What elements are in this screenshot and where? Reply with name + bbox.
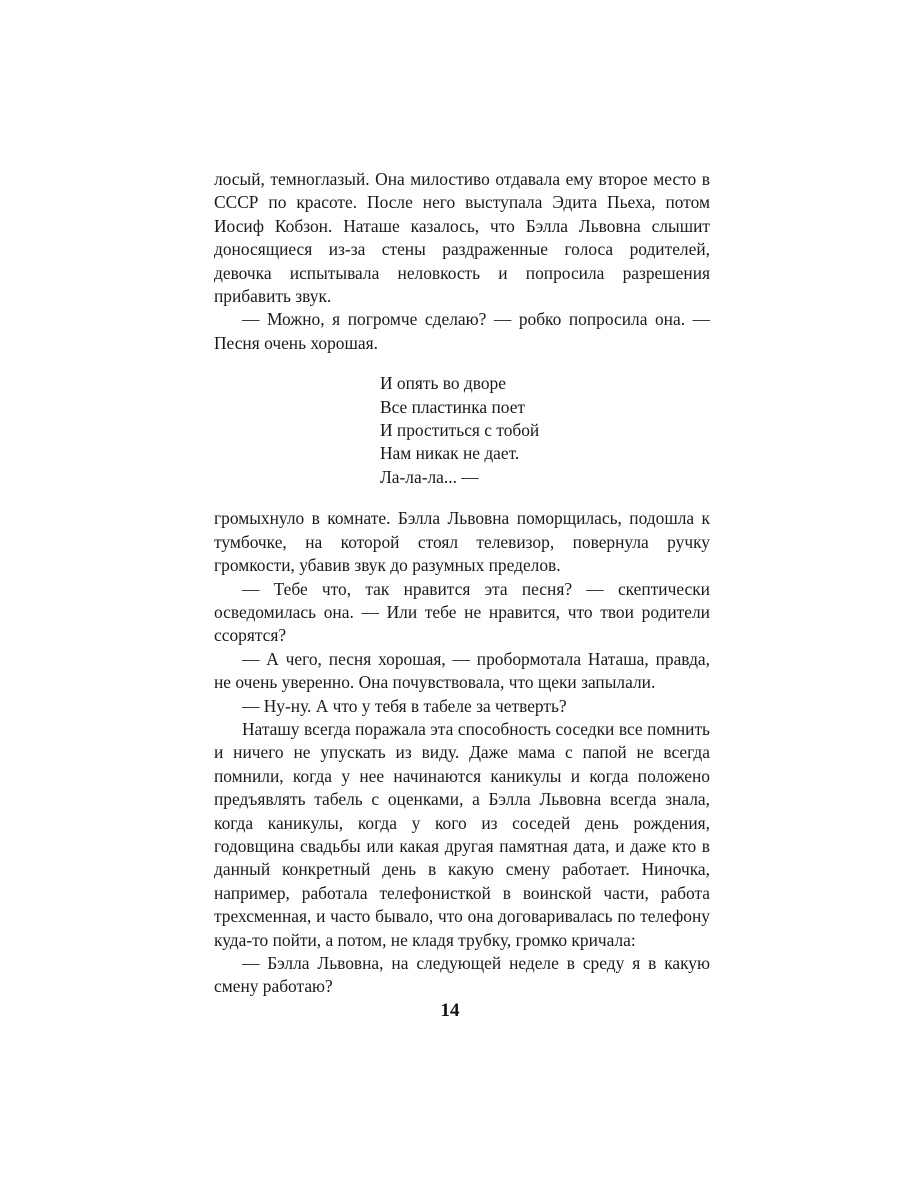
body-text-column <box>214 168 710 999</box>
paragraph: Наташу всегда поражала эта способность соседки все помнить и ничего не упускать из виду. Даже мама с папой не всегда помнили, когда у нее начинаются каникулы и когда положено предъявлять табель с оценками, а Бэлла Львовна всегда знала, когда каникулы, когда у кого из соседей день рождения, годовщина свадьбы или какая другая памятная дата, и даже кто в данный конкретный день в какую смену работает. Ниночка, например, работала телефонисткой в воинской части, работа трехсменная, и часто бывало, что она договаривалась по телефону куда-то пойти, а потом, не кладя трубку, громко кричала: <box>214 718 710 950</box>
paragraph: громыхнуло в комнате. Бэлла Львовна поморщилась, подошла к тумбочке, на которой стоял телевизор, повернула ручку громкости, убавив звук до разумных пределов. <box>214 508 710 576</box>
paragraph: — Бэлла Львовна, на следующей неделе в среду я в какую смену работаю? <box>214 953 710 997</box>
page-number: 14 <box>440 1000 460 1021</box>
paragraph: лосый, темноглазый. Она милостиво отдавала ему второе место в СССР по красоте. После него выступала Эдита Пьеха, потом Иосиф Кобзон. Наташе казалось, что Бэлла Львовна слышит доносящиеся из-за стены раздраженные голоса родителей, девочка испытывала неловкость и попросила разрешения прибавить звук. <box>214 169 710 307</box>
paragraph: — Тебе что, так нравится эта песня? — скептически осведомилась она. — Или тебе не нравится, что твои родители ссорятся? <box>214 578 710 646</box>
verse-line: Ла-ла-ла... — <box>380 466 479 487</box>
paragraph: — Ну-ну. А что у тебя в табеле за четверть? <box>242 695 567 716</box>
verse-block <box>214 372 710 489</box>
paragraph: — А чего, песня хорошая, — пробормотала Наташа, правда, не очень уверенно. Она почувствовала, что щеки запылали. <box>214 648 710 693</box>
verse-line: И проститься с тобой <box>380 420 540 441</box>
paragraph: — Можно, я погромче сделаю? — робко попросила она. — Песня очень хорошая. <box>214 309 710 353</box>
verse-line: И опять во дворе <box>380 373 506 394</box>
verse-line: Нам никак не дает. <box>380 443 520 464</box>
verse-line: Все пластинка поет <box>380 396 526 417</box>
